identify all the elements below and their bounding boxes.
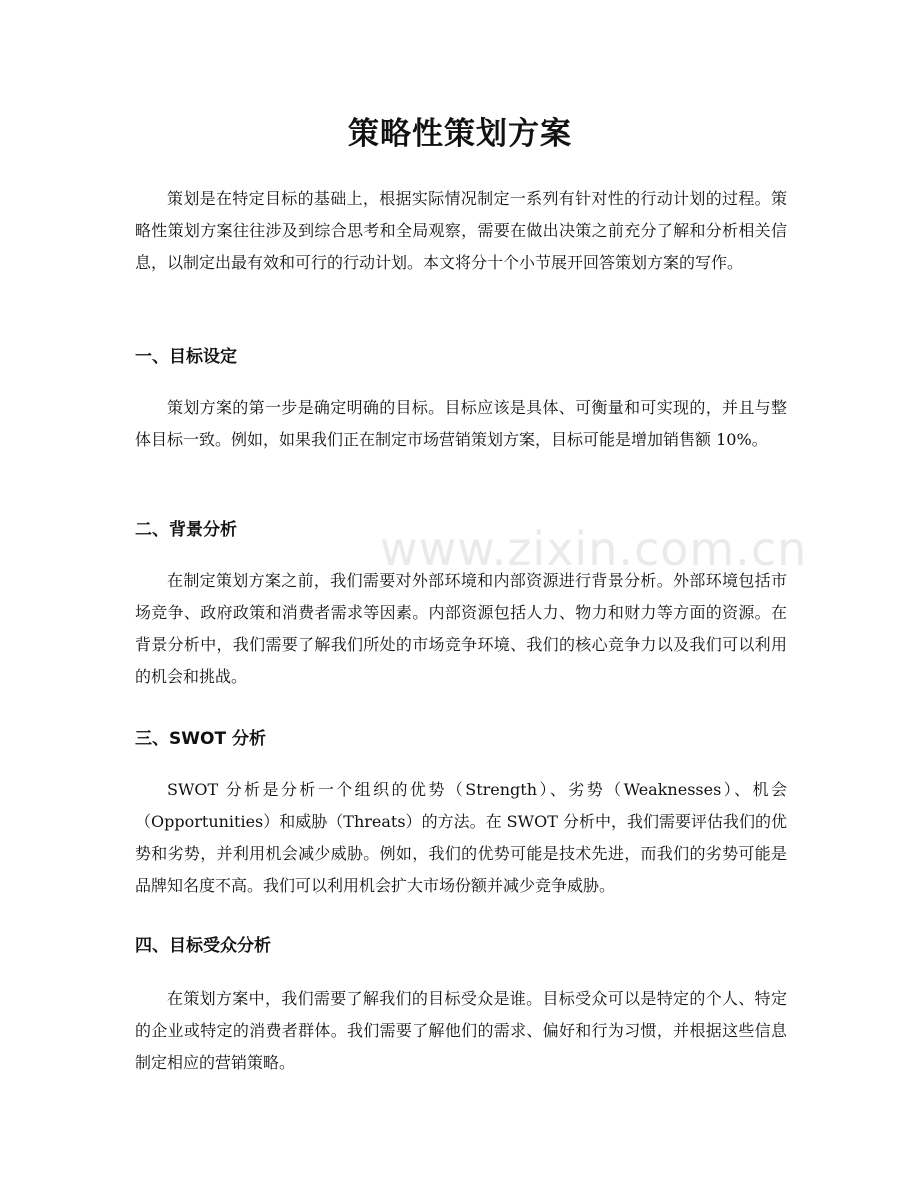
section-heading-background-analysis: 二、背景分析: [135, 520, 237, 540]
section-body-target-audience: 在策划方案中，我们需要了解我们的目标受众是谁。目标受众可以是特定的个人、特定的企业或特定的消费者群体。我们需要了解他们的需求、偏好和行为习惯，并根据这些信息制定相应的营销策略。: [135, 989, 787, 1072]
page-title: 策略性策划方案: [348, 116, 572, 152]
section-body-background-analysis: 在制定策划方案之前，我们需要对外部环境和内部资源进行背景分析。外部环境包括市场竞争、政府政策和消费者需求等因素。内部资源包括人力、物力和财力等方面的资源。在背景分析中，我们需要了解我们所处的市场竞争环境、我们的核心竞争力以及我们可以利用的机会和挑战。: [135, 571, 787, 686]
section-heading-goal-setting: 一、目标设定: [135, 347, 237, 367]
section-body-goal-setting: 策划方案的第一步是确定明确的目标。目标应该是具体、可衡量和可实现的，并且与整体目标一致。例如，如果我们正在制定市场营销策划方案，目标可能是增加销售额 10%。: [135, 398, 787, 449]
section-heading-swot-analysis: 三、SWOT 分析: [135, 729, 266, 749]
section-heading-target-audience: 四、目标受众分析: [135, 936, 271, 956]
section-body-swot-analysis: SWOT 分析是分析一个组织的优势（Strength）、劣势（Weaknesses）、机会（Opportunities）和威胁（Threats）的方法。在 SWOT 分析中，我们需要评估我们的优势和劣势，并利用机会减少威胁。例如，我们的优势可能是技术先进，而我们的劣势可能是品牌知名度不高。我们可以利用机会扩大市场份额并减少竞争威胁。: [135, 780, 787, 895]
watermark-text: www.zixin.com.cn: [380, 522, 808, 576]
intro-paragraph: 策划是在特定目标的基础上，根据实际情况制定一系列有针对性的行动计划的过程。策略性策划方案往往涉及到综合思考和全局观察，需要在做出决策之前充分了解和分析相关信息，以制定出最有效和可行的行动计划。本文将分十个小节展开回答策划方案的写作。: [135, 189, 787, 272]
